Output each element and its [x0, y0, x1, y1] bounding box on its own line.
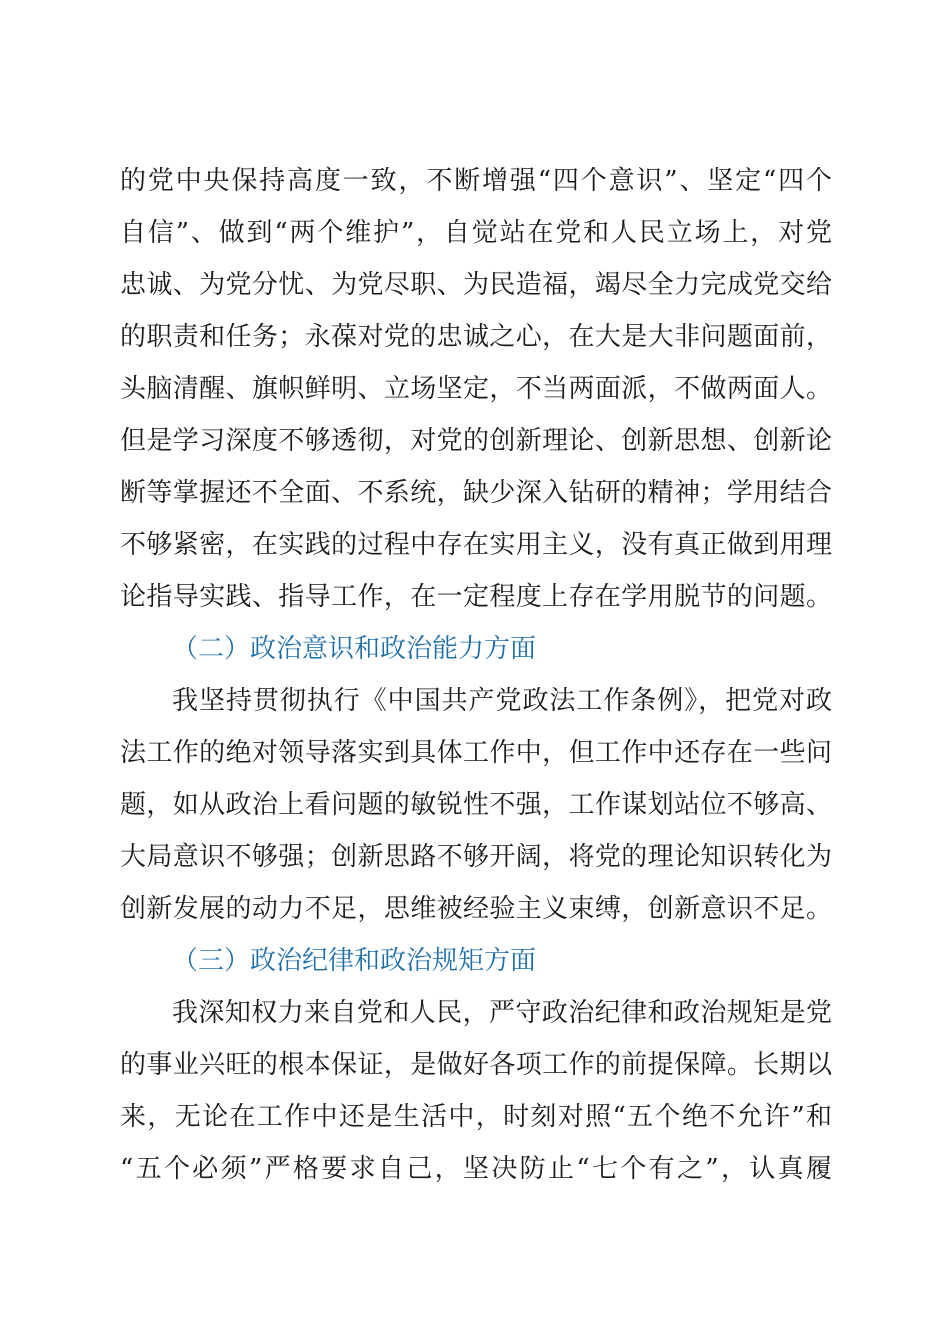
body-text-line: 我坚持贯彻执行《中国共产党政法工作条例》，把党对政 [172, 686, 832, 716]
body-text-line: 忠诚、为党分忧、为党尽职、为民造福，竭尽全力完成党交给 [120, 270, 832, 300]
body-text-line: 不够紧密，在实践的过程中存在实用主义，没有真正做到用理 [120, 530, 832, 560]
body-text-line: 法工作的绝对领导落实到具体工作中，但工作中还存在一些问 [120, 738, 832, 768]
body-text-line: 大局意识不够强；创新思路不够开阔，将党的理论知识转化为 [120, 842, 832, 872]
body-text-line: 的事业兴旺的根本保证，是做好各项工作的前提保障。长期以 [120, 1050, 832, 1080]
body-text-line: 自信”、做到“两个维护”，自觉站在党和人民立场上，对党 [120, 218, 832, 248]
body-text-line: 的职责和任务；永葆对党的忠诚之心，在大是大非问题面前， [120, 322, 832, 352]
body-text-line: 题，如从政治上看问题的敏锐性不强，工作谋划站位不够高、 [120, 790, 832, 820]
section-heading: （二）政治意识和政治能力方面 [172, 634, 537, 664]
body-text-line: 我深知权力来自党和人民，严守政治纪律和政治规矩是党 [172, 998, 832, 1028]
body-text-line: 但是学习深度不够透彻，对党的创新理论、创新思想、创新论 [120, 426, 832, 456]
section-heading: （三）政治纪律和政治规矩方面 [172, 946, 537, 976]
body-text-line: 的党中央保持高度一致，不断增强“四个意识”、坚定“四个 [120, 166, 832, 196]
body-text-line: 论指导实践、指导工作，在一定程度上存在学用脱节的问题。 [120, 582, 832, 612]
body-text-line: 创新发展的动力不足，思维被经验主义束缚，创新意识不足。 [120, 894, 832, 924]
body-text-line: 来，无论在工作中还是生活中，时刻对照“五个绝不允许”和 [120, 1102, 832, 1132]
body-text-line: 头脑清醒、旗帜鲜明、立场坚定，不当两面派，不做两面人。 [120, 374, 832, 404]
body-text-line: 断等掌握还不全面、不系统，缺少深入钻研的精神；学用结合 [120, 478, 832, 508]
body-text-line: “五个必须”严格要求自己，坚决防止“七个有之”，认真履 [120, 1154, 832, 1184]
